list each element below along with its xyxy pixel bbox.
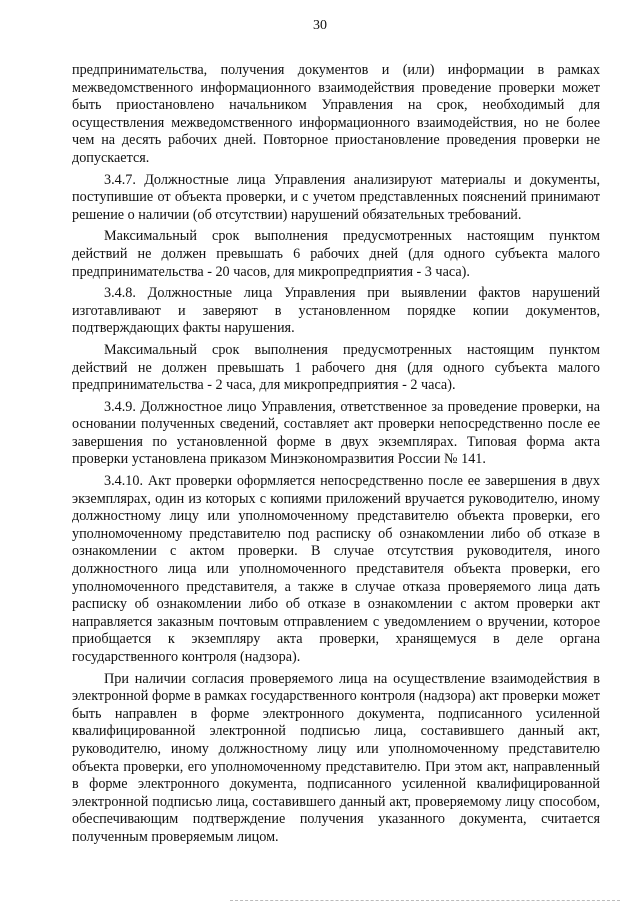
paragraph: Максимальный срок выполнения предусмотренных настоящим пунктом действий не должен превышать 6 рабочих дней (для одного субъекта малого предпринимательства - 20 часов, для микропредприятия - 3 часа). (72, 228, 600, 280)
paragraph: При наличии согласия проверяемого лица на осуществление взаимодействия в электронной форме в рамках государственного контроля (надзора) акт проверки может быть направлен в форме электронного документа, подписанного усиленной квалифицированной электронной подписью лица, составившего данный акт, руководителю, иному должностному лицу или уполномоченному представителю объекта проверки, его уполномоченному представителю. При этом акт, направленный в форме электронного документа, подписанного усиленной квалифицированной электронной подписью лица, составившего данный акт, проверяемому лицу способом, обеспечивающим подтверждение получения указанного документа, считается полученным проверяемым лицом. (72, 670, 600, 845)
paragraph: 3.4.8. Должностные лица Управления при выявлении фактов нарушений изготавливают и заверяют в установленном порядке копии документов, подтверждающих факты нарушения. (72, 285, 600, 337)
paragraph: 3.4.7. Должностные лица Управления анализируют материалы и документы, поступившие от объекта проверки, и с учетом представленных пояснений принимают решение о наличии (об отсутствии) нарушений обязательных требований. (72, 171, 600, 223)
paragraph: Максимальный срок выполнения предусмотренных настоящим пунктом действий не должен превышать 1 рабочего дня (для одного субъекта малого предпринимательства - 2 часа, для микропредприятия - 2 часа). (72, 341, 600, 394)
paragraph: предпринимательства, получения документов и (или) информации в рамках межведомственного информационного взаимодействия проведение проверки может быть приостановлено начальником Управления на срок, необходимый для осуществления межведомственного информационного взаимодействия, но не более чем на десять рабочих дней. Повторное приостановление проведения проверки не допускается. (72, 62, 600, 166)
paragraph: 3.4.9. Должностное лицо Управления, ответственное за проведение проверки, на основании полученных сведений, составляет акт проверки непосредственно после ее завершения по установленной форме в двух экземплярах. Типовая форма акта проверки установлена приказом Минэкономразвития России № 141. (72, 398, 600, 468)
footer-divider (230, 900, 620, 901)
document-body (72, 62, 600, 847)
paragraph: 3.4.10. Акт проверки оформляется непосредственно после ее завершения в двух экземплярах, один из которых с копиями приложений вручается руководителю, иному должностному лицу или уполномоченному представителю объекта проверки, его уполномоченному представителю под расписку об ознакомлении либо об отказе в ознакомлении с актом проверки. В случае отсутствия руководителя, иного должностного лица или уполномоченного представителя объекта проверки, его уполномоченного представителя, а также в случае отказа проверяемого лица дать расписку об ознакомлении либо об отказе в ознакомлении с актом проверки акт направляется заказным почтовым отправлением с уведомлением о вручении, которое приобщается к экземпляру акта проверки, хранящемуся в деле органа государственного контроля (надзора). (72, 473, 600, 665)
page-number: 30 (313, 18, 327, 33)
